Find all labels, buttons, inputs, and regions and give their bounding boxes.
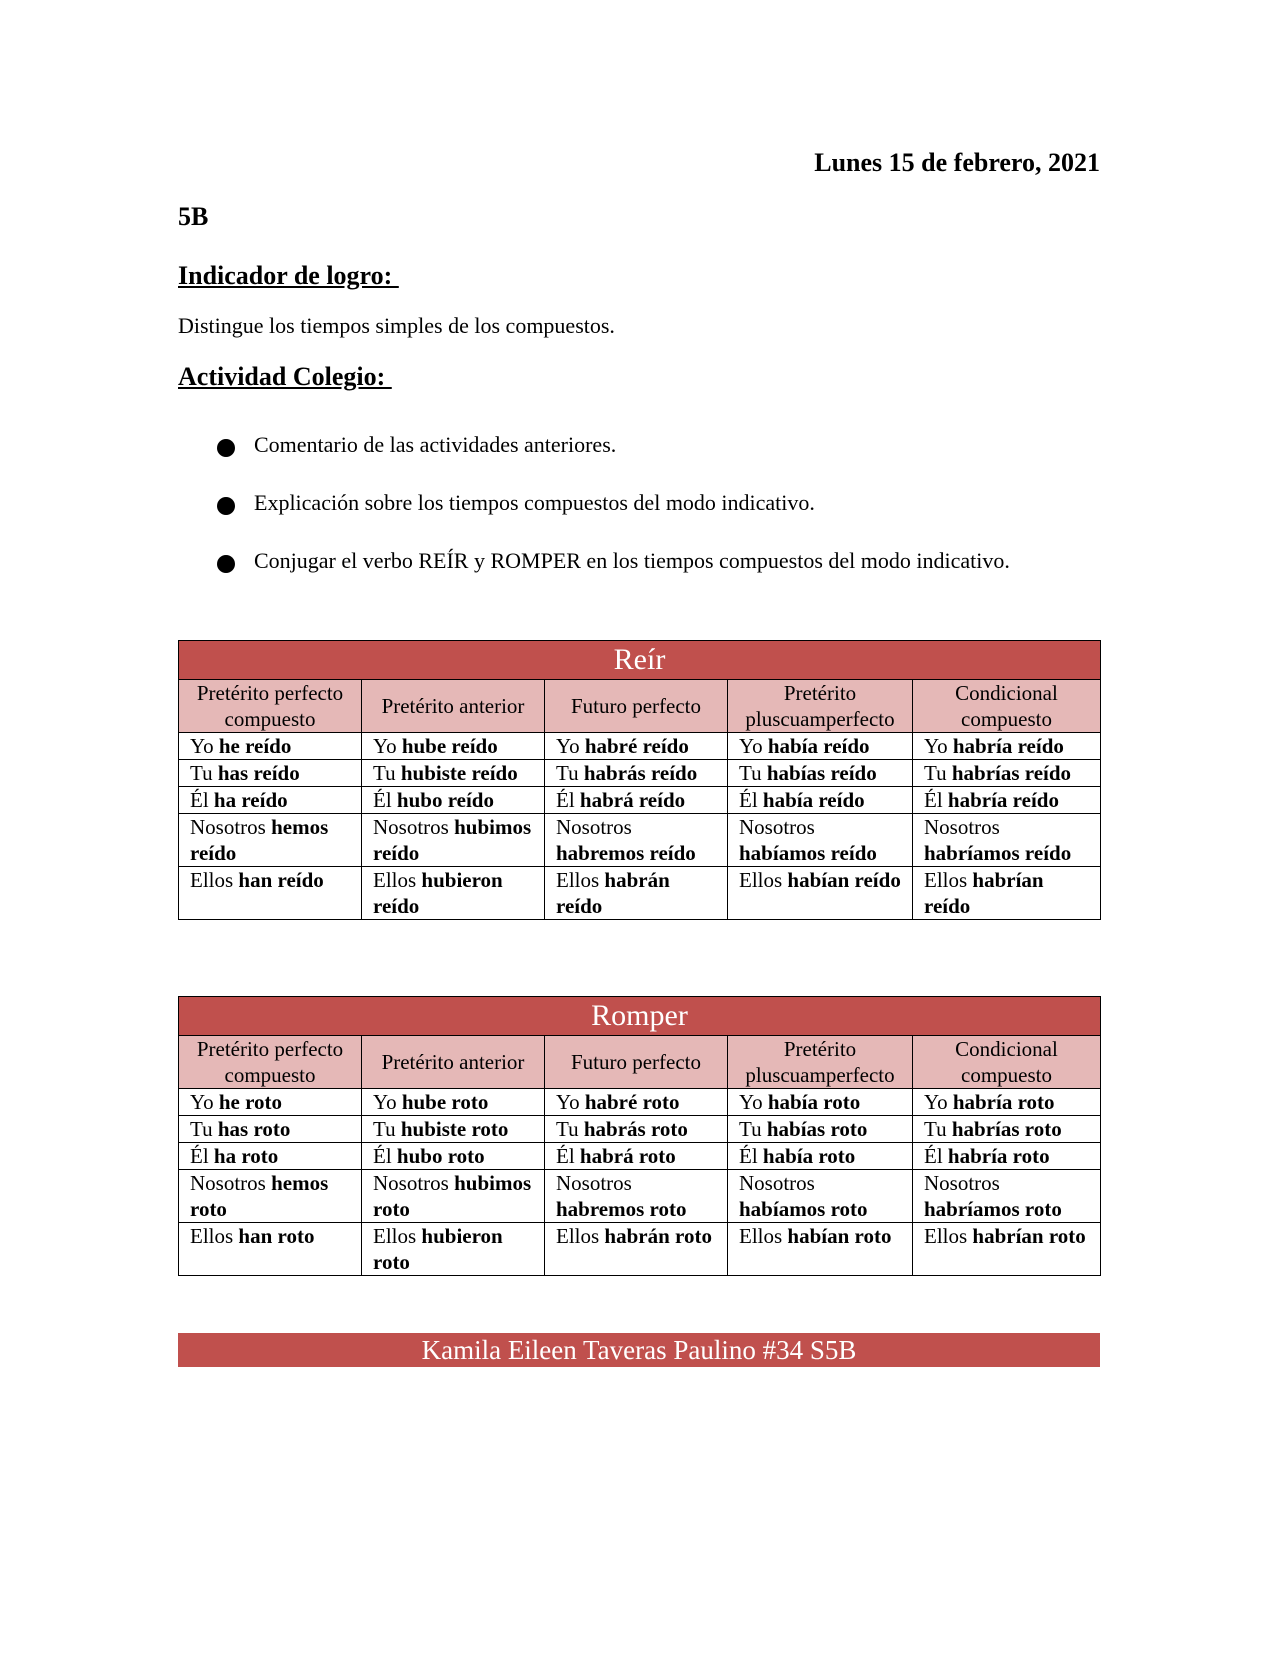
table-cell bbox=[179, 760, 362, 787]
table-header-row bbox=[179, 680, 1101, 733]
bullet-icon bbox=[217, 497, 235, 515]
pronoun: Tu bbox=[190, 761, 218, 785]
list-item-text: Comentario de las actividades anteriores. bbox=[254, 432, 617, 457]
verb-form: hubimos roto bbox=[373, 1171, 532, 1221]
table-cell bbox=[179, 1089, 362, 1116]
pronoun: Nosotros bbox=[924, 815, 1000, 839]
table-cell bbox=[179, 1223, 362, 1276]
verb-form: había reído bbox=[762, 788, 865, 812]
column-header: Pretérito perfecto compuesto bbox=[179, 680, 362, 733]
verb-form: habrá roto bbox=[579, 1144, 676, 1168]
pronoun: Ellos bbox=[739, 1224, 788, 1248]
pronoun: Nosotros bbox=[556, 815, 632, 839]
pronoun: Yo bbox=[190, 734, 219, 758]
verb-form: habrías roto bbox=[951, 1117, 1062, 1141]
column-header: Condicional compuesto bbox=[913, 1036, 1101, 1089]
table-row bbox=[179, 1116, 1101, 1143]
table-cell bbox=[179, 1143, 362, 1170]
verb-form: hube reído bbox=[401, 734, 498, 758]
verb-form: hube roto bbox=[401, 1090, 489, 1114]
pronoun: Ellos bbox=[190, 868, 239, 892]
table-title: Reír bbox=[179, 641, 1101, 680]
table-cell bbox=[545, 867, 728, 920]
table-cell bbox=[362, 1170, 545, 1223]
table-cell bbox=[545, 1223, 728, 1276]
verb-form: habrías reído bbox=[951, 761, 1072, 785]
table-cell bbox=[728, 733, 913, 760]
verb-form: había roto bbox=[767, 1090, 861, 1114]
verb-form: habré reído bbox=[584, 734, 689, 758]
pronoun: Yo bbox=[373, 734, 402, 758]
verb-form: hubiste reído bbox=[400, 761, 518, 785]
verb-form: habría roto bbox=[952, 1090, 1055, 1114]
table-cell bbox=[362, 760, 545, 787]
table-cell bbox=[545, 760, 728, 787]
table-cell bbox=[362, 1116, 545, 1143]
table-row bbox=[179, 1223, 1101, 1276]
table-cell bbox=[545, 733, 728, 760]
pronoun: Nosotros bbox=[556, 1171, 632, 1195]
verb-form: he reído bbox=[218, 734, 292, 758]
pronoun: Él bbox=[373, 1144, 397, 1168]
table-cell bbox=[913, 787, 1101, 814]
verb-form: habrían reído bbox=[924, 868, 1044, 918]
list-item bbox=[178, 482, 1058, 524]
pronoun: Nosotros bbox=[739, 1171, 815, 1195]
table-row bbox=[179, 1089, 1101, 1116]
table-cell bbox=[728, 760, 913, 787]
table-cell bbox=[362, 1089, 545, 1116]
column-header: Pretérito anterior bbox=[362, 1036, 545, 1089]
column-header: Pretérito perfecto compuesto bbox=[179, 1036, 362, 1089]
verb-form: habrás roto bbox=[583, 1117, 688, 1141]
indicador-text: Distingue los tiempos simples de los compuestos. bbox=[178, 313, 615, 338]
pronoun: Él bbox=[739, 1144, 763, 1168]
table-cell bbox=[179, 1116, 362, 1143]
verb-form: has roto bbox=[217, 1117, 291, 1141]
table-row bbox=[179, 760, 1101, 787]
pronoun: Ellos bbox=[924, 868, 973, 892]
verb-form: habían roto bbox=[787, 1224, 892, 1248]
verb-form: has reído bbox=[217, 761, 300, 785]
list-item bbox=[178, 424, 1058, 466]
actividad-heading: Actividad Colegio: bbox=[178, 362, 392, 391]
pronoun: Ellos bbox=[373, 868, 422, 892]
table-cell bbox=[545, 814, 728, 867]
pronoun: Él bbox=[739, 788, 763, 812]
column-header: Pretérito pluscuamperfecto bbox=[728, 680, 913, 733]
table-cell bbox=[913, 814, 1101, 867]
pronoun: Nosotros bbox=[739, 815, 815, 839]
pronoun: Él bbox=[924, 1144, 948, 1168]
pronoun: Ellos bbox=[739, 868, 788, 892]
pronoun: Él bbox=[373, 788, 397, 812]
pronoun: Tu bbox=[556, 761, 584, 785]
table-cell bbox=[362, 867, 545, 920]
pronoun: Él bbox=[190, 788, 214, 812]
pronoun: Ellos bbox=[373, 1224, 422, 1248]
verb-form: habría reído bbox=[947, 788, 1059, 812]
verb-form: habrán reído bbox=[556, 868, 670, 918]
verb-form: hubieron reído bbox=[373, 868, 503, 918]
table-cell bbox=[728, 1223, 913, 1276]
pronoun: Nosotros bbox=[373, 815, 455, 839]
pronoun: Tu bbox=[373, 761, 401, 785]
pronoun: Ellos bbox=[556, 868, 605, 892]
verb-form: habría reído bbox=[952, 734, 1064, 758]
column-header: Condicional compuesto bbox=[913, 680, 1101, 733]
table-cell bbox=[179, 1170, 362, 1223]
bullet-icon bbox=[217, 555, 235, 573]
table-row bbox=[179, 1170, 1101, 1223]
table-cell bbox=[545, 1170, 728, 1223]
table-cell bbox=[728, 867, 913, 920]
pronoun: Nosotros bbox=[190, 1171, 272, 1195]
column-header: Futuro perfecto bbox=[545, 1036, 728, 1089]
pronoun: Él bbox=[556, 788, 580, 812]
table-row bbox=[179, 733, 1101, 760]
verb-form: habías reído bbox=[766, 761, 877, 785]
table-cell bbox=[362, 787, 545, 814]
table-row bbox=[179, 1143, 1101, 1170]
verb-form: ha roto bbox=[213, 1144, 279, 1168]
pronoun: Nosotros bbox=[373, 1171, 455, 1195]
verb-form: hemos reído bbox=[190, 815, 329, 865]
verb-form: habrían roto bbox=[972, 1224, 1086, 1248]
table-cell bbox=[545, 1143, 728, 1170]
verb-form: han roto bbox=[238, 1224, 315, 1248]
pronoun: Ellos bbox=[556, 1224, 605, 1248]
verb-form: habían reído bbox=[787, 868, 901, 892]
verb-form: habríamos roto bbox=[924, 1197, 1062, 1221]
table-cell bbox=[728, 1089, 913, 1116]
table-cell bbox=[179, 733, 362, 760]
activity-list bbox=[178, 424, 1058, 598]
table-cell bbox=[179, 814, 362, 867]
verb-form: habré roto bbox=[584, 1090, 680, 1114]
verb-form: hubiste roto bbox=[400, 1117, 509, 1141]
pronoun: Tu bbox=[373, 1117, 401, 1141]
table-cell bbox=[913, 1170, 1101, 1223]
table-cell bbox=[362, 814, 545, 867]
pronoun: Él bbox=[190, 1144, 214, 1168]
pronoun: Yo bbox=[373, 1090, 402, 1114]
verb-form: habremos roto bbox=[556, 1197, 687, 1221]
pronoun: Yo bbox=[739, 1090, 768, 1114]
table-cell bbox=[728, 1143, 913, 1170]
table-cell bbox=[728, 1116, 913, 1143]
verb-form: hubo reído bbox=[396, 788, 494, 812]
table-cell bbox=[545, 1089, 728, 1116]
pronoun: Ellos bbox=[190, 1224, 239, 1248]
table-cell bbox=[913, 1116, 1101, 1143]
verb-form: han reído bbox=[238, 868, 324, 892]
list-item-text: Conjugar el verbo REÍR y ROMPER en los tiempos compuestos del modo indicativo. bbox=[254, 548, 1010, 573]
pronoun: Él bbox=[924, 788, 948, 812]
table-cell bbox=[913, 1223, 1101, 1276]
pronoun: Tu bbox=[924, 761, 952, 785]
pronoun: Yo bbox=[556, 1090, 585, 1114]
table-header-row bbox=[179, 1036, 1101, 1089]
pronoun: Nosotros bbox=[190, 815, 272, 839]
table-cell bbox=[179, 867, 362, 920]
pronoun: Nosotros bbox=[924, 1171, 1000, 1195]
column-header: Pretérito pluscuamperfecto bbox=[728, 1036, 913, 1089]
pronoun: Tu bbox=[190, 1117, 218, 1141]
pronoun: Tu bbox=[556, 1117, 584, 1141]
table-cell bbox=[728, 814, 913, 867]
verb-form: he roto bbox=[218, 1090, 283, 1114]
verb-form: hubo roto bbox=[396, 1144, 485, 1168]
indicador-heading: Indicador de logro: bbox=[178, 261, 399, 290]
table-cell bbox=[913, 867, 1101, 920]
table-cell bbox=[913, 1143, 1101, 1170]
verb-form: habrás reído bbox=[583, 761, 698, 785]
table-cell bbox=[545, 787, 728, 814]
verb-form: habría roto bbox=[947, 1144, 1050, 1168]
pronoun: Tu bbox=[924, 1117, 952, 1141]
pronoun: Yo bbox=[924, 734, 953, 758]
pronoun: Yo bbox=[924, 1090, 953, 1114]
verb-form: habrán roto bbox=[604, 1224, 712, 1248]
verb-form: habíamos roto bbox=[739, 1197, 868, 1221]
student-name-footer: Kamila Eileen Taveras Paulino #34 S5B bbox=[178, 1333, 1100, 1367]
table-cell bbox=[728, 787, 913, 814]
pronoun: Yo bbox=[190, 1090, 219, 1114]
pronoun: Tu bbox=[739, 1117, 767, 1141]
verb-form: hemos roto bbox=[190, 1171, 329, 1221]
list-item-text: Explicación sobre los tiempos compuestos del modo indicativo. bbox=[254, 490, 815, 515]
pronoun: Yo bbox=[739, 734, 768, 758]
verb-form: habrá reído bbox=[579, 788, 686, 812]
table-cell bbox=[362, 1143, 545, 1170]
table-cell bbox=[728, 1170, 913, 1223]
table-cell bbox=[179, 787, 362, 814]
bullet-icon bbox=[217, 439, 235, 457]
class-group: 5B bbox=[178, 202, 209, 231]
table-cell bbox=[362, 733, 545, 760]
verb-form: habíamos reído bbox=[739, 841, 877, 865]
table-row bbox=[179, 814, 1101, 867]
table-title: Romper bbox=[179, 997, 1101, 1036]
pronoun: Tu bbox=[739, 761, 767, 785]
verb-form: hubieron roto bbox=[373, 1224, 503, 1274]
table-cell bbox=[545, 1116, 728, 1143]
pronoun: Él bbox=[556, 1144, 580, 1168]
document-date: Lunes 15 de febrero, 2021 bbox=[814, 148, 1100, 177]
column-header: Pretérito anterior bbox=[362, 680, 545, 733]
table-row bbox=[179, 787, 1101, 814]
table-cell bbox=[913, 733, 1101, 760]
verb-form: había reído bbox=[767, 734, 870, 758]
verb-form: habremos reído bbox=[556, 841, 696, 865]
table-cell bbox=[913, 1089, 1101, 1116]
list-item bbox=[178, 540, 1058, 582]
verb-form: había roto bbox=[762, 1144, 856, 1168]
pronoun: Yo bbox=[556, 734, 585, 758]
verb-form: habías roto bbox=[766, 1117, 868, 1141]
verb-form: ha reído bbox=[213, 788, 288, 812]
pronoun: Ellos bbox=[924, 1224, 973, 1248]
conjugation-table-reir bbox=[178, 640, 1101, 920]
verb-form: hubimos reído bbox=[373, 815, 532, 865]
conjugation-table-romper bbox=[178, 996, 1101, 1276]
table-cell bbox=[362, 1223, 545, 1276]
table-cell bbox=[913, 760, 1101, 787]
table-row bbox=[179, 867, 1101, 920]
verb-form: habríamos reído bbox=[924, 841, 1072, 865]
column-header: Futuro perfecto bbox=[545, 680, 728, 733]
